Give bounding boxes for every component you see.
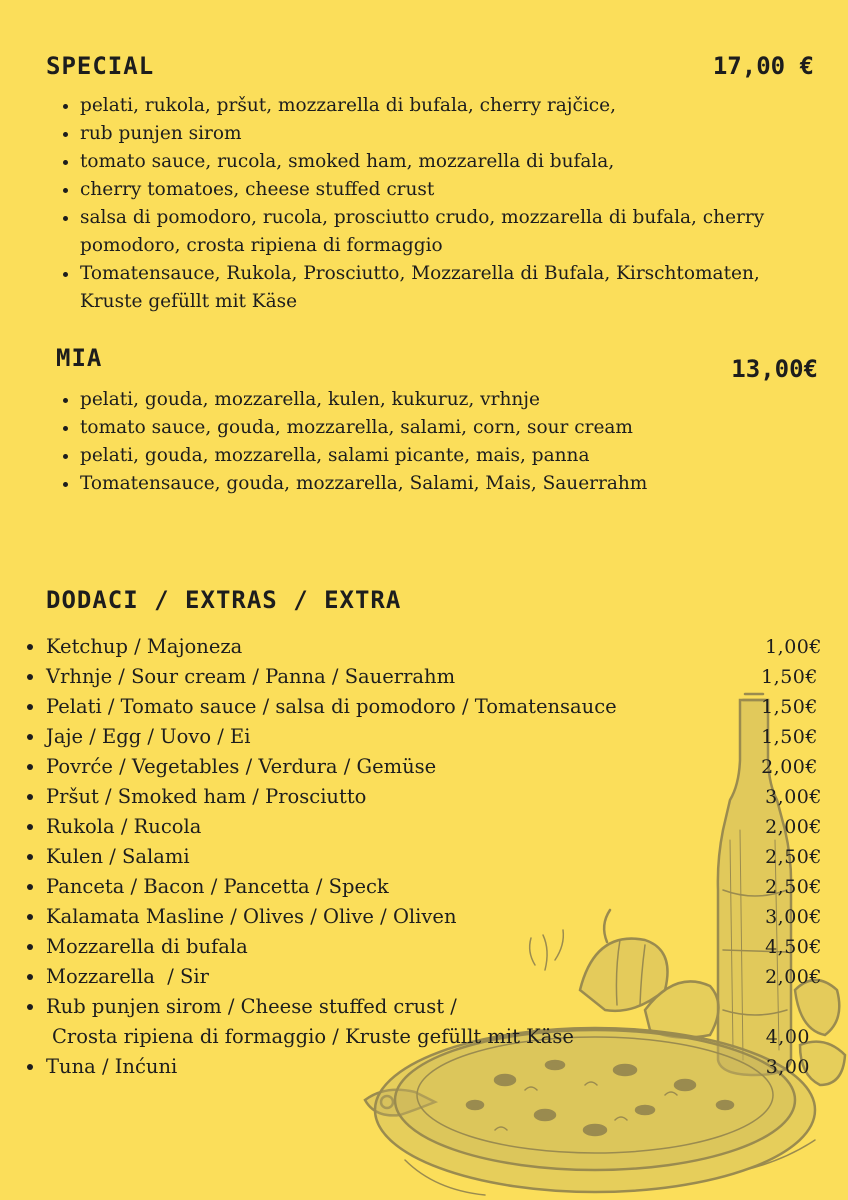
extra-name: • Rukola / Rucola	[46, 815, 202, 838]
list-item: • salsa di pomodoro, rucola, prosciutto crudo, mozzarella di bufala, cherry pomodoro, crosta ripiena di formaggio	[80, 204, 820, 260]
list-item: • rub punjen sirom	[80, 120, 820, 148]
list-item	[46, 632, 836, 662]
extra-price: 2,00€	[765, 966, 822, 988]
list-item	[46, 812, 836, 842]
list-item	[46, 872, 836, 902]
list-item	[46, 902, 836, 932]
extra-price: 1,00€	[765, 636, 822, 658]
extra-price: 4,00	[765, 1026, 810, 1048]
list-item	[46, 692, 836, 722]
list-item	[46, 752, 836, 782]
extra-price: 2,00€	[765, 816, 822, 838]
extra-price: 2,50€	[765, 846, 822, 868]
extra-name: • Rub punjen sirom / Cheese stuffed crust /	[46, 995, 457, 1018]
list-item: • tomato sauce, gouda, mozzarella, salami, corn, sour cream	[80, 414, 680, 442]
extra-name: • Mozzarella di bufala	[46, 935, 248, 958]
list-item	[46, 932, 836, 962]
extra-price: 1,50€	[761, 666, 818, 688]
list-item	[46, 662, 836, 692]
list-item: • pelati, gouda, mozzarella, salami picante, mais, panna	[80, 442, 680, 470]
list-item	[46, 1052, 836, 1082]
extra-name: • Kulen / Salami	[46, 845, 190, 868]
extra-name: • Vrhnje / Sour cream / Panna / Sauerrahm	[46, 665, 456, 688]
extra-price: 2,50€	[765, 876, 822, 898]
extra-name-continued: Crosta ripiena di formaggio / Kruste gefüllt mit Käse	[52, 1025, 574, 1048]
list-item	[46, 962, 836, 992]
list-item: • Tomatensauce, Rukola, Prosciutto, Mozzarella di Bufala, Kirschtomaten, Kruste gefüllt mit Käse	[80, 260, 820, 316]
extra-name: • Mozzarella / Sir	[46, 965, 209, 988]
mia-ingredients	[58, 386, 680, 498]
extras-list	[30, 632, 836, 1082]
extra-name: • Tuna / Inćuni	[46, 1055, 178, 1078]
list-item	[46, 842, 836, 872]
mia-title: MIA	[56, 344, 103, 372]
extra-price: 2,00€	[761, 756, 818, 778]
list-item: • cherry tomatoes, cheese stuffed crust	[80, 176, 820, 204]
special-ingredients	[58, 92, 820, 316]
extra-name: • Pršut / Smoked ham / Prosciutto	[46, 785, 367, 808]
extra-price: 3,00€	[765, 906, 822, 928]
extra-price: 3,00	[765, 1056, 810, 1078]
list-item	[46, 722, 836, 752]
extra-name: • Kalamata Masline / Olives / Olive / Oliven	[46, 905, 457, 928]
mia-price: 13,00€	[731, 355, 818, 383]
extras-title: DODACI / EXTRAS / EXTRA	[46, 586, 402, 614]
extra-name: • Povrće / Vegetables / Verdura / Gemüse	[46, 755, 437, 778]
extra-price: 4,50€	[765, 936, 822, 958]
extra-name: • Jaje / Egg / Uovo / Ei	[46, 725, 251, 748]
list-item: • pelati, gouda, mozzarella, kulen, kukuruz, vrhnje	[80, 386, 680, 414]
extra-price: 3,00€	[765, 786, 822, 808]
extra-name: • Panceta / Bacon / Pancetta / Speck	[46, 875, 389, 898]
extra-price: 1,50€	[761, 696, 818, 718]
list-item	[46, 992, 836, 1052]
extra-name: • Pelati / Tomato sauce / salsa di pomodoro / Tomatensauce	[46, 695, 617, 718]
extra-name: • Ketchup / Majoneza	[46, 635, 243, 658]
special-title: SPECIAL	[46, 52, 155, 80]
extra-price: 1,50€	[761, 726, 818, 748]
list-item: • tomato sauce, rucola, smoked ham, mozzarella di bufala,	[80, 148, 820, 176]
special-price: 17,00 €	[712, 52, 814, 80]
list-item	[46, 782, 836, 812]
list-item: • Tomatensauce, gouda, mozzarella, Salami, Mais, Sauerrahm	[80, 470, 680, 498]
list-item: • pelati, rukola, pršut, mozzarella di bufala, cherry rajčice,	[80, 92, 820, 120]
